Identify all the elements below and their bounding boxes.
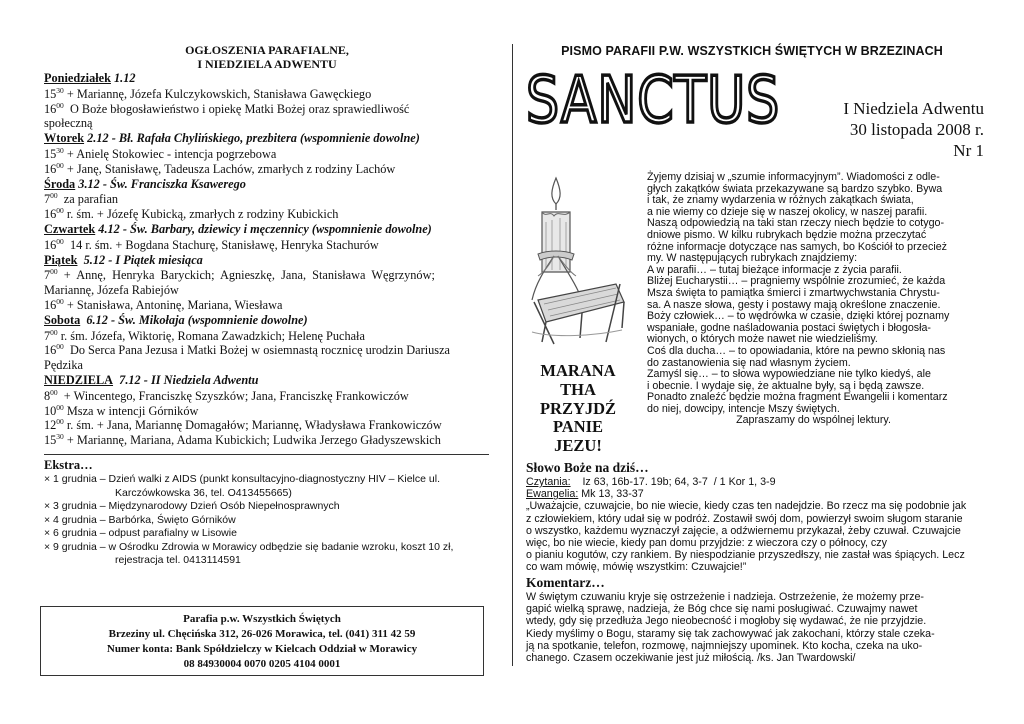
word-of-god-title: Słowo Boże na dziś… — [526, 460, 649, 475]
mass-minutes: 00 — [56, 100, 64, 110]
mass-text: + Mariannę, Mariana, Adama Kubickich; Ludwika Jerzego Gładyszewskich — [63, 433, 441, 448]
mass-text: za parafian — [57, 192, 119, 207]
intro-line: dniowe pismo. W kilku rubrykach będzie można przeczytać — [647, 228, 927, 241]
sanctus-logo-text: SANCTUS — [526, 64, 780, 138]
mass-minutes: 30 — [56, 432, 64, 442]
mass-text: + Anielę Stokowiec - intencja pogrzebowa — [63, 146, 277, 161]
issue-sunday: I Niedziela Adwentu — [843, 99, 984, 118]
ekstra-item: × 9 grudnia – w Ośrodku Zdrowia w Morawicy odbędzie się badanie wzroku, koszt 10 zł, — [44, 540, 454, 553]
intro-closing: Zapraszamy do wspólnej lektury. — [736, 414, 891, 427]
intro-line: my. W następujących rubrykach znajdziemy: — [647, 252, 858, 265]
mass-text: Msza w intencji Górników — [63, 403, 199, 418]
commentary-line: Kiedy myślimy o Bogu, staramy się tak zachowywać jak zakochani, którzy stale czeka- — [526, 627, 935, 640]
day-name: Piątek — [44, 252, 78, 267]
commentary-line: W świętym czuwaniu kryje się ostrzeżenie i nadzieja. Ostrzeżenie, że możemy prze- — [526, 590, 924, 603]
day-date: 6.12 - Św. Mikołaja (wspomnienie dowolne) — [80, 312, 308, 327]
mass-minutes: 00 — [56, 236, 64, 246]
parish-info-box — [40, 606, 484, 676]
commentary-line: gapić wielką sprawę, nadzieja, że Bóg chce się nami posługiwać. Czuwajmy nawet — [526, 603, 918, 616]
mass-hour: 7 — [44, 268, 51, 283]
column-divider — [512, 44, 513, 666]
mass-text: 14 r. śm. + Bogdana Stachurę, Stanisławę, Henryka Stachurów — [63, 237, 379, 252]
gospel-ref-line — [526, 488, 982, 500]
marana-line1: MARANA — [540, 361, 616, 380]
marana-line3: PRZYJDŹ — [539, 398, 617, 418]
issue-date: 30 listopada 2008 r. — [849, 120, 984, 139]
sanctus-logo — [524, 62, 784, 138]
commentary-title: Komentarz… — [526, 574, 605, 590]
mass-text: r. śm. Józefa, Wiktorię, Romana Zawadzkich; Helenę Puchała — [57, 328, 365, 343]
mass-text-continued: społeczną — [44, 116, 93, 131]
intro-line: Msza święta to pamiątka śmierci i zmartwychwstania Chrystu- — [647, 286, 940, 299]
ekstra-item-continued: Karczówkowska 36, tel. O413455665) — [115, 486, 292, 499]
mass-hour: 7 — [44, 192, 51, 207]
announcements-title — [44, 44, 490, 71]
mass-hour: 12 — [44, 418, 57, 433]
mass-hour: 7 — [44, 328, 51, 343]
mass-text: + Stanisława, Antoninę, Mariana, Wiesława — [63, 297, 283, 312]
issue-number: Nr 1 — [953, 141, 984, 160]
marana-line2: THA — [560, 379, 596, 399]
day-heading — [44, 71, 490, 87]
mass-minutes: 00 — [50, 327, 58, 337]
day-date: 7.12 - II Niedziela Adwentu — [113, 372, 259, 387]
intro-text — [647, 172, 980, 427]
mass-intention — [44, 207, 490, 222]
mass-intention — [44, 433, 490, 448]
mass-minutes: 30 — [56, 85, 64, 95]
gospel-line: o wszystko, każdemu wyznaczył zajęcie, a odźwiernemu przykazał, żeby czuwał. Czuwajcie — [526, 524, 961, 537]
day-name: Wtorek — [44, 131, 85, 146]
mass-minutes: 00 — [50, 191, 58, 201]
gospel-line: z człowiekiem, który udał się w podróż. Zostawił swój dom, powierzył swoim sługom staranie — [526, 512, 963, 525]
mass-intention — [44, 192, 490, 207]
gospel-ref: Mk 13, 33-37 — [578, 488, 644, 501]
intro-line: Ponadto znaleźć będzie można fragment Ewangelii i komentarz — [647, 391, 948, 404]
day-name: Sobota — [44, 312, 81, 327]
ekstra-item: × 1 grudnia – Dzień walki z AIDS (punkt konsultacyjno-diagnostyczny HIV – Kielce ul. — [44, 472, 440, 485]
day-date: 1.12 — [110, 71, 136, 85]
masthead — [524, 62, 984, 160]
intro-line: różne informacje dotyczące nas samych, bo Kościół to przecież — [647, 240, 947, 253]
parish-bank: Numer konta: Bank Spółdzielczy w Kielcach Oddział w Morawicy — [106, 643, 418, 655]
day-name: NIEDZIELA — [44, 372, 114, 387]
days-list — [44, 71, 490, 448]
mass-intention — [44, 298, 490, 313]
mass-hour: 16 — [44, 343, 57, 358]
intro-line: Boży człowiek… – to wędrówka w czasie, dzięki której poznamy — [647, 310, 950, 323]
day-date: 5.12 - I Piątek miesiąca — [77, 252, 203, 267]
mass-text: + Mariannę, Józefa Kulczykowskich, Stanisława Gawęckiego — [63, 86, 372, 101]
intro-line: głych zakątków świata przekazywane są bardzo szybko. Bywa — [647, 182, 943, 195]
mass-minutes: 00 — [56, 160, 64, 170]
mass-text: Do Serca Pana Jezusa i Matki Bożej w osiemnastą rocznicę urodzin Dariusza — [63, 343, 450, 358]
mass-hour: 16 — [44, 101, 57, 116]
announcements-title-line1: OGŁOSZENIA PARAFIALNE, — [185, 43, 349, 57]
intro-line: wspaniałe, godne naśladowania postaci świętych i błogosła- — [647, 321, 931, 334]
intro-line: i tak, że znamy wydarzenia w różnych zakątkach świata, — [647, 194, 914, 207]
day-name: Czwartek — [44, 221, 96, 236]
mass-text: + Janę, Stanisławę, Tadeusza Lachów, zmarłych z rodziny Lachów — [63, 161, 396, 176]
intro-line: A w parafii… – tutaj bieżące informacje z życia parafii. — [647, 263, 902, 276]
mass-minutes: 00 — [56, 296, 64, 306]
readings-line — [526, 476, 982, 488]
mass-hour: 8 — [44, 388, 51, 403]
readings-label: Czytania: — [526, 476, 571, 488]
mass-intention — [44, 418, 490, 433]
word-of-god-section — [526, 460, 982, 664]
intro-line: Coś dla ducha… – to opowiadania, które na pewno skłonią nas — [647, 344, 946, 357]
intro-line: wionych, o których może nawet nie wiedzieliśmy. — [647, 333, 878, 346]
gospel-line: co wam mówię, mówię wszystkim: Czuwajcie!” — [526, 560, 747, 573]
newsletter-column — [524, 44, 984, 160]
intro-line: Naszą odpowiedzią na taki stan rzeczy niech będzie to cotygo- — [647, 217, 945, 230]
intro-line: Bliżej Eucharystii… – pragniemy wspólnie zrozumieć, że każda — [647, 275, 946, 288]
marana-line4: PANIE — [552, 417, 604, 437]
mass-text: r. śm. + Jana, Mariannę Domagałów; Mariannę, Władysława Frankowiczów — [63, 418, 442, 433]
gospel-line: „Uważajcie, czuwajcie, bo nie wiecie, kiedy czas ten nadejdzie. Bo rzecz ma się podobnie jak — [526, 500, 967, 513]
mass-minutes: 00 — [56, 417, 64, 427]
intro-line: Żyjemy dzisiaj w „szumie informacyjnym”. Wiadomości z odle- — [647, 171, 940, 183]
commentary-line: wtedy, gdy się przedłuża Jego nieobecność i mogłoby się wydawać, że nie przyjdzie. — [526, 615, 927, 628]
marana-tha-heading — [526, 362, 630, 456]
mass-hour: 16 — [44, 161, 57, 176]
day-heading — [44, 313, 490, 329]
ekstra-divider — [44, 454, 489, 455]
gospel-text — [526, 500, 982, 573]
gospel-label: Ewangelia: — [526, 488, 579, 501]
day-heading — [44, 222, 490, 238]
mass-hour: 16 — [44, 297, 57, 312]
day-heading — [44, 131, 490, 147]
mass-hour: 16 — [44, 237, 57, 252]
mass-text: + Annę, Henryka Baryckich; Agnieszkę, Jana, Stanisława Węgrzynów; — [57, 268, 435, 283]
parish-account: 08 84930004 0070 0205 4104 0001 — [183, 658, 341, 670]
mass-text: + Wincentego, Franciszkę Szyszków; Jana, Franciszkę Frankowiczów — [57, 388, 409, 403]
mass-minutes: 00 — [56, 402, 64, 412]
announcements-column — [44, 44, 490, 568]
intro-line: do niej, dowcipy, intencje Mszy świętych. — [647, 402, 840, 415]
parish-address: Brzeziny ul. Chęcińska 312, 26-026 Morawica, tel. (041) 311 42 59 — [108, 628, 416, 640]
gospel-line: więc, bo nie wiecie, kiedy pan domu przyjdzie: z wieczora czy o północy, czy — [526, 536, 887, 549]
commentary-line: ją na spotkanie, telefon, rozmowę, najmniejszy upominek. Kto kocha, czeka na uko- — [526, 639, 923, 652]
mass-text: r. śm. + Józefę Kubicką, zmarłych z rodziny Kubickich — [63, 207, 339, 222]
mass-hour: 15 — [44, 86, 57, 101]
parish-name: Parafia p.w. Wszystkich Świętych — [183, 613, 341, 625]
mass-hour: 15 — [44, 146, 57, 161]
mass-hour: 15 — [44, 433, 57, 448]
commentary-line: chanego. Czasem oczekiwanie jest już miłością. /ks. Jan Twardowski/ — [526, 651, 856, 664]
issue-info — [843, 98, 984, 161]
mass-intention — [44, 238, 490, 253]
mass-minutes: 00 — [56, 342, 64, 352]
mass-intention — [44, 147, 490, 162]
day-date: 4.12 - Św. Barbary, dziewicy i męczennicy (wspomnienie dowolne) — [95, 221, 432, 236]
intro-line: do zastanowienia się nad własnym życiem. — [647, 356, 851, 369]
ekstra-item-continued: rejestracja tel. 0413114591 — [115, 554, 241, 567]
mass-minutes: 00 — [56, 206, 64, 216]
gospel-line: o pianiu kogutów, czy rankiem. By niespodzianie przyszedłszy, nie zastał was śpiących. Lecz — [526, 548, 965, 561]
day-date: 3.12 - Św. Franciszka Ksawerego — [75, 176, 246, 191]
mass-intention — [44, 404, 490, 419]
mass-intention — [44, 329, 490, 344]
ekstra-list — [44, 473, 490, 568]
announcements-title-line2: I NIEDZIELA ADWENTU — [197, 56, 337, 71]
mass-intention — [44, 268, 490, 283]
mass-intention — [44, 162, 490, 177]
mass-minutes: 00 — [50, 387, 58, 397]
day-heading — [44, 253, 490, 269]
ekstra-item: × 6 grudnia – odpust parafialny w Lisowie — [44, 527, 237, 540]
mass-text-continued: Mariannę, Józefa Rabiejów — [44, 283, 179, 298]
intro-line: Zamyśl się… – to słowa wypowiedziane nie tylko kiedyś, ale — [647, 368, 931, 381]
mass-intention — [44, 87, 490, 102]
readings-value: Iz 63, 16b-17. 19b; 64, 3-7 / 1 Kor 1, 3-9 — [570, 476, 776, 488]
mass-intention — [44, 343, 490, 358]
newsletter-header: PISMO PARAFII P.W. WSZYSTKICH ŚWIĘTYCH W BRZEZINACH — [561, 44, 943, 58]
mass-hour: 16 — [44, 207, 57, 222]
mass-minutes: 30 — [56, 145, 64, 155]
candle-and-manger-icon — [524, 172, 628, 348]
intro-line: i obecnie. I wydaje się, że aktualne były, są i będą zawsze. — [647, 379, 925, 392]
intro-line: sa. A nasze słowa, gesty i postawy mają określone znaczenie. — [647, 298, 941, 311]
mass-hour: 10 — [44, 403, 57, 418]
day-date: 2.12 - Bł. Rafała Chylińskiego, prezbitera (wspomnienie dowolne) — [84, 131, 420, 146]
mass-minutes: 00 — [50, 267, 58, 277]
mass-text: O Boże błogosławieństwo i opiekę Matki Bożej oraz sprawiedliwość — [63, 101, 410, 116]
ekstra-item: × 3 grudnia – Międzynarodowy Dzień Osób Niepełnosprawnych — [44, 500, 340, 513]
day-heading — [44, 177, 490, 193]
ekstra-title: Ekstra… — [44, 457, 93, 472]
marana-line5: JEZU! — [554, 436, 602, 456]
commentary-text — [526, 591, 982, 664]
ekstra-item: × 4 grudnia – Barbórka, Święto Górników — [44, 513, 236, 526]
mass-text-continued: Pędzika — [44, 358, 83, 373]
day-name: Poniedziałek — [44, 71, 111, 85]
day-name: Środa — [44, 176, 76, 191]
mass-intention — [44, 102, 490, 117]
mass-intention — [44, 389, 490, 404]
intro-line: a nie wiemy co dzieje się w naszej okolicy, w naszej parafii. — [647, 205, 928, 218]
day-heading — [44, 373, 490, 389]
intro-paragraph — [647, 172, 980, 415]
